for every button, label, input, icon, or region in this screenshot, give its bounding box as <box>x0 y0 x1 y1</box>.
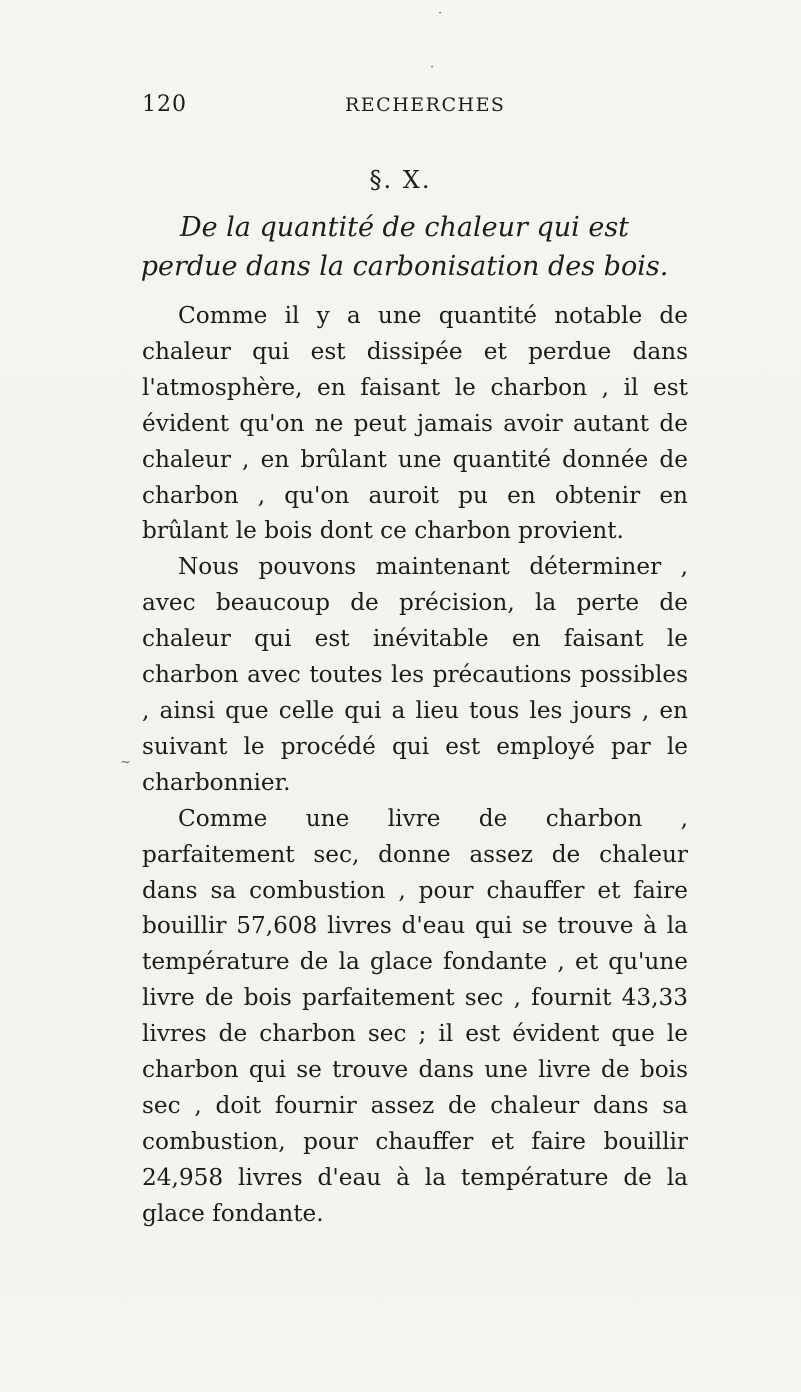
section-number: §. X. <box>369 166 432 194</box>
body-text <box>142 298 688 1232</box>
running-title: RECHERCHES <box>345 94 506 116</box>
paragraph: Comme il y a une quantité notable de chaleur qui est dissipée et perdue dans l'atmosphère, en faisant le charbon , il est évident qu'on ne peut jamais avoir autant de chaleur , en brûlant une quantité donnée de charbon , qu'on auroit pu en obtenir en brûlant le bois dont ce charbon provient. <box>142 302 688 545</box>
paragraph: Nous pouvons maintenant déterminer , avec beaucoup de précision, la perte de chaleur qui est inévitable en faisant le charbon avec toutes les précautions possibles , ainsi que celle qui a lieu tous les jours , en suivant le procédé qui est employé par le charbonnier. <box>142 553 688 796</box>
ink-mark: ~ <box>120 755 131 770</box>
paper-speck: · <box>430 60 435 75</box>
paper-speck: · <box>438 6 443 21</box>
page-header <box>142 92 681 120</box>
paragraph: Comme une livre de charbon , parfaitement sec, donne assez de chaleur dans sa combustion , pour chauffer et faire bouillir 57,608 livres d'eau qui se trouve à la température de la glace fondante , et qu'une livre de bois parfaitement sec , fournit 43,33 livres de charbon sec ; il est évident que le charbon qui se trouve dans une livre de bois sec , doit fournir assez de chaleur dans sa combustion, pour chauffer et faire bouillir 24,958 livres d'eau à la température de la glace fondante. <box>142 804 688 1227</box>
section-title: De la quantité de chaleur qui est perdue dans la carbonisation des bois. <box>140 212 669 282</box>
page-number: 120 <box>142 92 187 117</box>
